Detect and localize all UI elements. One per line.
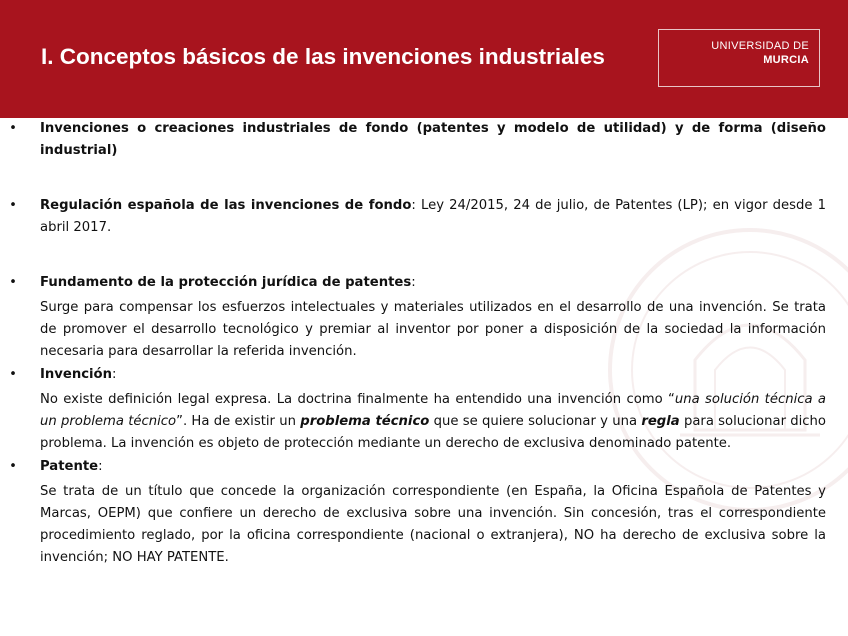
bullet-heading bbox=[40, 364, 826, 386]
slide-header bbox=[0, 0, 848, 118]
bold-lead: Fundamento de la protección jurídica de patentes bbox=[40, 275, 412, 290]
bullet-heading bbox=[40, 456, 826, 478]
bullet-heading bbox=[40, 272, 826, 294]
regular-text: : Ley 24/2015, 24 de julio, de Patentes (LP); en vigor desde 1 abril 2017. bbox=[40, 198, 826, 235]
bullet-text bbox=[40, 195, 826, 239]
bullet-item-patente bbox=[8, 456, 826, 478]
bold-lead: Patente bbox=[40, 459, 99, 474]
bullet-marker: • bbox=[9, 121, 17, 136]
text-run: para solucionar dicho problema. La invención es objeto de protección mediante un derecho de exclusiva denominado patente. bbox=[40, 414, 826, 451]
bullet-item-regulacion bbox=[8, 195, 826, 239]
bullet-marker: • bbox=[9, 367, 17, 382]
bullet-text: Invenciones o creaciones industriales de fondo (patentes y modelo de utilidad) y de forma (diseño industrial) bbox=[40, 121, 826, 158]
colon: : bbox=[98, 459, 103, 474]
bullet-marker: • bbox=[9, 275, 17, 290]
logo-text-line2: MURCIA bbox=[763, 54, 809, 66]
bullet-item-invenciones bbox=[8, 118, 826, 162]
bold-lead: Invención bbox=[40, 367, 113, 382]
logo-text-line1: UNIVERSIDAD DE bbox=[711, 40, 809, 52]
bullet-item-invencion bbox=[8, 364, 826, 386]
colon: : bbox=[112, 367, 117, 382]
colon: : bbox=[411, 275, 416, 290]
bullet-item-fundamento bbox=[8, 272, 826, 294]
bold-lead: Regulación española de las invenciones de fondo bbox=[40, 198, 412, 213]
bold-italic-run: regla bbox=[641, 414, 680, 429]
bold-italic-run: problema técnico bbox=[300, 414, 430, 429]
bullet-marker: • bbox=[9, 459, 17, 474]
text-run: No existe definición legal expresa. La doctrina finalmente ha entendido una invención como “ bbox=[40, 392, 675, 407]
italic-run: una solución técnica a un problema técnico bbox=[40, 392, 827, 429]
bullet-marker: • bbox=[9, 198, 17, 213]
paragraph-fundamento: Surge para compensar los esfuerzos intelectuales y materiales utilizados en el desarrollo de una invención. Se trata de promover el desarrollo tecnológico y premiar al inventor por poner a disposición de la sociedad la información necesaria para desarrollar la referida invención. bbox=[40, 300, 826, 359]
slide-body bbox=[8, 118, 826, 569]
text-run: que se quiere solucionar y una bbox=[429, 414, 642, 429]
slide-title: I. Conceptos básicos de las invenciones industriales bbox=[41, 44, 605, 69]
university-logo bbox=[658, 29, 820, 87]
paragraph-patente: Se trata de un título que concede la organización correspondiente (en España, la Oficina Española de Patentes y Marcas, OEPM) que confiere un derecho de exclusiva sobre una invención. Sin concesión, tras el correspondiente procedimiento reglado, por la oficina correspondiente (nacional o extranjera), NO ha derecho de exclusiva sobre la invención; NO HAY PATENTE. bbox=[40, 484, 826, 565]
text-run: ”. Ha de existir un bbox=[176, 414, 301, 429]
paragraph-invencion bbox=[8, 389, 826, 455]
